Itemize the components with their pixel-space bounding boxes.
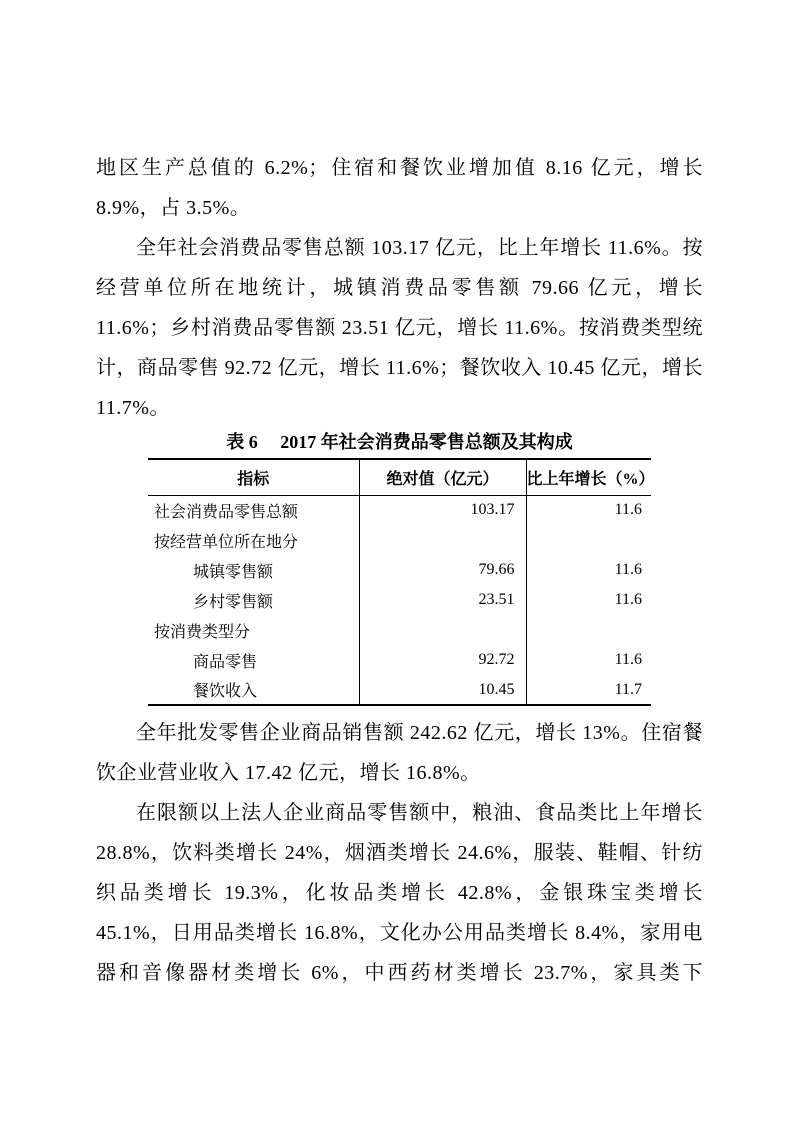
table-6-title: 表 6 2017 年社会消费品零售总额及其构成 (226, 432, 573, 452)
header-indicator: 指标 (237, 470, 270, 488)
table-row (148, 585, 651, 615)
header-growth: 比上年增长（%） (526, 459, 651, 495)
table-header-row (148, 459, 651, 495)
paragraph-wholesale-retail: 全年批发零售企业商品销售额 242.62 亿元，增长 13%。住宿餐饮企业营业收入 17.42 亿元，增长 16.8%。 (96, 722, 703, 784)
cell-indicator: 餐饮收入 (193, 683, 258, 700)
paragraph-retail-total: 全年社会消费品零售总额 103.17 亿元，比上年增长 11.6%。按经营单位所在地统计，城镇消费品零售额 79.66 亿元，增长 11.6%；乡村消费品零售额 23.51 亿元，增长 11.6%。按消费类型统计，商品零售 92.72 亿元，增长 11.6%；餐饮收入 10.45 亿元，增长 11.7%。 (96, 237, 703, 419)
cell-growth: 11.6 (526, 495, 651, 525)
cell-value: 103.17 (359, 495, 526, 525)
cell-growth: 11.6 (526, 645, 651, 675)
cell-value: 10.45 (359, 675, 526, 705)
cell-indicator: 商品零售 (193, 653, 258, 671)
cell-growth (526, 525, 651, 555)
cell-indicator: 乡村零售额 (193, 593, 274, 611)
table-row (148, 495, 651, 525)
table-row (148, 645, 651, 675)
cell-growth: 11.6 (526, 555, 651, 585)
cell-indicator: 城镇零售额 (193, 563, 274, 581)
cell-value (359, 615, 526, 645)
paragraph-above-quota-categories: 在限额以上法人企业商品零售额中，粮油、食品类比上年增长 28.8%，饮料类增长 24%，烟酒类增长 24.6%，服装、鞋帽、针纺织品类增长 19.3%，化妆品类增长 42.8%，金银珠宝类增长 45.1%，日用品类增长 16.8%，文化办公用品类增长 8.4%，家用电器和音像器材类增长 6%，中西药材类增长 23.7%，家具类下 (96, 802, 703, 984)
cell-indicator: 社会消费品零售总额 (154, 503, 299, 521)
cell-growth: 11.6 (526, 585, 651, 615)
table-row (148, 555, 651, 585)
cell-indicator: 按消费类型分 (154, 623, 251, 641)
paragraph-gdp-share: 地区生产总值的 6.2%；住宿和餐饮业增加值 8.16 亿元，增长 8.9%，占 3.5%。 (96, 157, 703, 219)
cell-value: 92.72 (359, 645, 526, 675)
table-row (148, 615, 651, 645)
retail-sales-table (148, 458, 655, 706)
cell-value (359, 525, 526, 555)
cell-growth: 11.7 (526, 675, 651, 705)
cell-indicator: 按经营单位所在地分 (154, 533, 299, 551)
table-row (148, 525, 651, 555)
table-row (148, 675, 651, 705)
header-absolute-value: 绝对值（亿元） (359, 459, 526, 495)
cell-growth (526, 615, 651, 645)
cell-value: 23.51 (359, 585, 526, 615)
cell-value: 79.66 (359, 555, 526, 585)
